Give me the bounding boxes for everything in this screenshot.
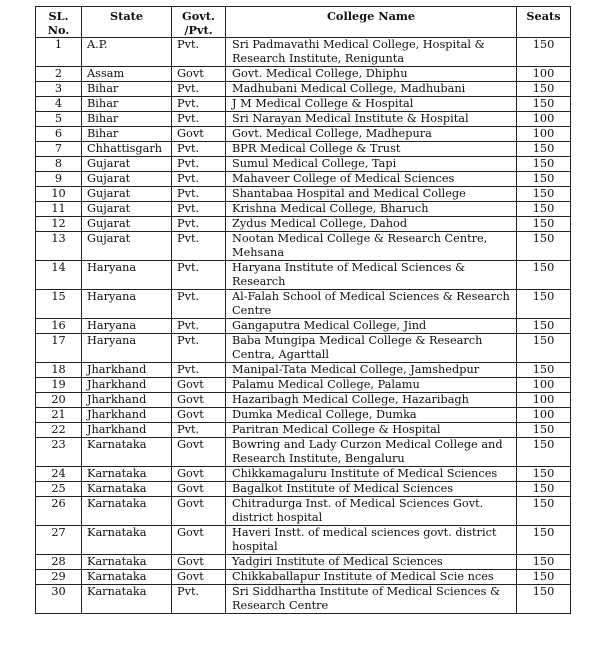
cell-college-name: J M Medical College & Hospital <box>226 97 517 112</box>
cell-college-name: Baba Mungipa Medical College & Research Centra, Agarttall <box>226 334 517 363</box>
table-row <box>36 67 571 82</box>
table-row <box>36 187 571 202</box>
cell-state: Assam <box>82 67 172 82</box>
table-row <box>36 555 571 570</box>
cell-sl-no: 13 <box>36 232 82 261</box>
header-state: State <box>82 7 172 38</box>
table-row <box>36 423 571 438</box>
header-college-name: College Name <box>226 7 517 38</box>
cell-state: Karnataka <box>82 438 172 467</box>
cell-type: Govt <box>172 408 226 423</box>
cell-state: Karnataka <box>82 570 172 585</box>
table-row <box>36 378 571 393</box>
cell-sl-no: 27 <box>36 526 82 555</box>
cell-college-name: Al-Falah School of Medical Sciences & Research Centre <box>226 290 517 319</box>
cell-college-name: Palamu Medical College, Palamu <box>226 378 517 393</box>
header-sl-no: SL. No. <box>36 7 82 38</box>
cell-seats: 150 <box>517 202 571 217</box>
cell-seats: 150 <box>517 555 571 570</box>
header-row <box>36 7 571 38</box>
table-row <box>36 585 571 614</box>
cell-sl-no: 3 <box>36 82 82 97</box>
cell-college-name: Manipal-Tata Medical College, Jamshedpur <box>226 363 517 378</box>
cell-type: Pvt. <box>172 217 226 232</box>
cell-state: Karnataka <box>82 585 172 614</box>
cell-type: Pvt. <box>172 112 226 127</box>
table-row <box>36 232 571 261</box>
cell-type: Govt <box>172 393 226 408</box>
cell-state: Karnataka <box>82 482 172 497</box>
cell-type: Govt <box>172 67 226 82</box>
cell-college-name: Chitradurga Inst. of Medical Sciences Govt. district hospital <box>226 497 517 526</box>
cell-state: Gujarat <box>82 232 172 261</box>
cell-state: Gujarat <box>82 202 172 217</box>
cell-seats: 150 <box>517 497 571 526</box>
cell-college-name: Zydus Medical College, Dahod <box>226 217 517 232</box>
cell-type: Govt <box>172 467 226 482</box>
cell-seats: 150 <box>517 97 571 112</box>
cell-state: Haryana <box>82 319 172 334</box>
cell-state: Bihar <box>82 97 172 112</box>
cell-college-name: Sri Narayan Medical Institute & Hospital <box>226 112 517 127</box>
cell-seats: 150 <box>517 157 571 172</box>
cell-college-name: Madhubani Medical College, Madhubani <box>226 82 517 97</box>
cell-state: Haryana <box>82 334 172 363</box>
cell-college-name: Nootan Medical College & Research Centre, Mehsana <box>226 232 517 261</box>
cell-sl-no: 24 <box>36 467 82 482</box>
cell-seats: 150 <box>517 363 571 378</box>
cell-college-name: Sumul Medical College, Tapi <box>226 157 517 172</box>
cell-college-name: BPR Medical College & Trust <box>226 142 517 157</box>
cell-state: Karnataka <box>82 526 172 555</box>
cell-sl-no: 6 <box>36 127 82 142</box>
cell-seats: 150 <box>517 82 571 97</box>
cell-college-name: Krishna Medical College, Bharuch <box>226 202 517 217</box>
cell-type: Pvt. <box>172 261 226 290</box>
cell-sl-no: 12 <box>36 217 82 232</box>
cell-type: Pvt. <box>172 172 226 187</box>
table-row <box>36 172 571 187</box>
cell-sl-no: 28 <box>36 555 82 570</box>
cell-seats: 100 <box>517 67 571 82</box>
cell-college-name: Dumka Medical College, Dumka <box>226 408 517 423</box>
table-row <box>36 157 571 172</box>
cell-sl-no: 15 <box>36 290 82 319</box>
cell-sl-no: 23 <box>36 438 82 467</box>
table-row <box>36 467 571 482</box>
cell-seats: 150 <box>517 319 571 334</box>
cell-type: Pvt. <box>172 232 226 261</box>
cell-seats: 150 <box>517 217 571 232</box>
table-row <box>36 290 571 319</box>
header-seats: Seats <box>517 7 571 38</box>
cell-seats: 100 <box>517 112 571 127</box>
header-type: Govt. /Pvt. <box>172 7 226 38</box>
cell-sl-no: 11 <box>36 202 82 217</box>
cell-college-name: Sri Padmavathi Medical College, Hospital & Research Institute, Renigunta <box>226 38 517 67</box>
cell-college-name: Bowring and Lady Curzon Medical College and Research Institute, Bengaluru <box>226 438 517 467</box>
cell-type: Pvt. <box>172 363 226 378</box>
cell-college-name: Govt. Medical College, Dhiphu <box>226 67 517 82</box>
cell-college-name: Haveri Instt. of medical sciences govt. district hospital <box>226 526 517 555</box>
cell-college-name: Mahaveer College of Medical Sciences <box>226 172 517 187</box>
cell-sl-no: 10 <box>36 187 82 202</box>
cell-state: Jharkhand <box>82 363 172 378</box>
cell-seats: 150 <box>517 467 571 482</box>
table-row <box>36 363 571 378</box>
cell-sl-no: 7 <box>36 142 82 157</box>
cell-seats: 150 <box>517 585 571 614</box>
cell-state: Karnataka <box>82 467 172 482</box>
cell-type: Pvt. <box>172 334 226 363</box>
table-row <box>36 393 571 408</box>
table-row <box>36 261 571 290</box>
cell-college-name: Govt. Medical College, Madhepura <box>226 127 517 142</box>
cell-seats: 150 <box>517 290 571 319</box>
cell-college-name: Hazaribagh Medical College, Hazaribagh <box>226 393 517 408</box>
cell-sl-no: 8 <box>36 157 82 172</box>
cell-type: Govt <box>172 526 226 555</box>
cell-type: Govt <box>172 482 226 497</box>
cell-sl-no: 20 <box>36 393 82 408</box>
cell-type: Govt <box>172 127 226 142</box>
cell-state: Gujarat <box>82 172 172 187</box>
cell-college-name: Haryana Institute of Medical Sciences & Research <box>226 261 517 290</box>
cell-sl-no: 19 <box>36 378 82 393</box>
cell-sl-no: 16 <box>36 319 82 334</box>
table-row <box>36 570 571 585</box>
cell-type: Pvt. <box>172 187 226 202</box>
cell-seats: 100 <box>517 408 571 423</box>
cell-type: Pvt. <box>172 142 226 157</box>
cell-state: Chhattisgarh <box>82 142 172 157</box>
cell-state: Bihar <box>82 112 172 127</box>
medical-colleges-table <box>35 6 571 614</box>
cell-seats: 100 <box>517 127 571 142</box>
cell-type: Govt <box>172 497 226 526</box>
cell-college-name: Bagalkot Institute of Medical Sciences <box>226 482 517 497</box>
cell-sl-no: 21 <box>36 408 82 423</box>
cell-seats: 150 <box>517 142 571 157</box>
table-row <box>36 497 571 526</box>
cell-sl-no: 17 <box>36 334 82 363</box>
table-row <box>36 82 571 97</box>
cell-sl-no: 30 <box>36 585 82 614</box>
cell-state: Gujarat <box>82 157 172 172</box>
cell-sl-no: 14 <box>36 261 82 290</box>
cell-seats: 150 <box>517 438 571 467</box>
cell-seats: 150 <box>517 570 571 585</box>
table-row <box>36 38 571 67</box>
cell-seats: 150 <box>517 38 571 67</box>
cell-type: Pvt. <box>172 202 226 217</box>
table-row <box>36 319 571 334</box>
cell-sl-no: 18 <box>36 363 82 378</box>
cell-type: Pvt. <box>172 290 226 319</box>
cell-seats: 150 <box>517 187 571 202</box>
cell-state: Jharkhand <box>82 378 172 393</box>
cell-college-name: Chikkaballapur Institute of Medical Scie nces <box>226 570 517 585</box>
cell-type: Pvt. <box>172 97 226 112</box>
table-row <box>36 217 571 232</box>
cell-type: Pvt. <box>172 585 226 614</box>
table-row <box>36 408 571 423</box>
cell-sl-no: 4 <box>36 97 82 112</box>
cell-college-name: Chikkamagaluru Institute of Medical Sciences <box>226 467 517 482</box>
table-row <box>36 127 571 142</box>
cell-seats: 150 <box>517 232 571 261</box>
cell-type: Pvt. <box>172 319 226 334</box>
cell-seats: 150 <box>517 526 571 555</box>
cell-seats: 150 <box>517 334 571 363</box>
table-row <box>36 438 571 467</box>
table-row <box>36 202 571 217</box>
cell-state: A.P. <box>82 38 172 67</box>
table-row <box>36 482 571 497</box>
cell-seats: 100 <box>517 393 571 408</box>
cell-state: Haryana <box>82 290 172 319</box>
cell-state: Haryana <box>82 261 172 290</box>
cell-state: Gujarat <box>82 187 172 202</box>
cell-type: Pvt. <box>172 82 226 97</box>
cell-state: Jharkhand <box>82 408 172 423</box>
cell-sl-no: 25 <box>36 482 82 497</box>
cell-type: Pvt. <box>172 157 226 172</box>
cell-type: Govt <box>172 555 226 570</box>
cell-state: Jharkhand <box>82 393 172 408</box>
cell-state: Karnataka <box>82 555 172 570</box>
cell-college-name: Sri Siddhartha Institute of Medical Sciences & Research Centre <box>226 585 517 614</box>
cell-sl-no: 2 <box>36 67 82 82</box>
cell-seats: 100 <box>517 378 571 393</box>
cell-type: Govt <box>172 378 226 393</box>
table-row <box>36 526 571 555</box>
cell-college-name: Gangaputra Medical College, Jind <box>226 319 517 334</box>
cell-sl-no: 5 <box>36 112 82 127</box>
cell-seats: 150 <box>517 261 571 290</box>
cell-state: Karnataka <box>82 497 172 526</box>
cell-college-name: Paritran Medical College & Hospital <box>226 423 517 438</box>
table-row <box>36 112 571 127</box>
cell-state: Jharkhand <box>82 423 172 438</box>
cell-type: Pvt. <box>172 38 226 67</box>
table-row <box>36 97 571 112</box>
cell-state: Bihar <box>82 82 172 97</box>
cell-state: Bihar <box>82 127 172 142</box>
cell-state: Gujarat <box>82 217 172 232</box>
cell-seats: 150 <box>517 172 571 187</box>
cell-sl-no: 29 <box>36 570 82 585</box>
table-row <box>36 142 571 157</box>
cell-type: Govt <box>172 570 226 585</box>
cell-sl-no: 1 <box>36 38 82 67</box>
cell-college-name: Yadgiri Institute of Medical Sciences <box>226 555 517 570</box>
table-body <box>36 38 571 614</box>
cell-seats: 150 <box>517 482 571 497</box>
cell-sl-no: 22 <box>36 423 82 438</box>
cell-college-name: Shantabaa Hospital and Medical College <box>226 187 517 202</box>
cell-type: Govt <box>172 438 226 467</box>
table-row <box>36 334 571 363</box>
cell-type: Pvt. <box>172 423 226 438</box>
cell-sl-no: 9 <box>36 172 82 187</box>
cell-seats: 150 <box>517 423 571 438</box>
cell-sl-no: 26 <box>36 497 82 526</box>
